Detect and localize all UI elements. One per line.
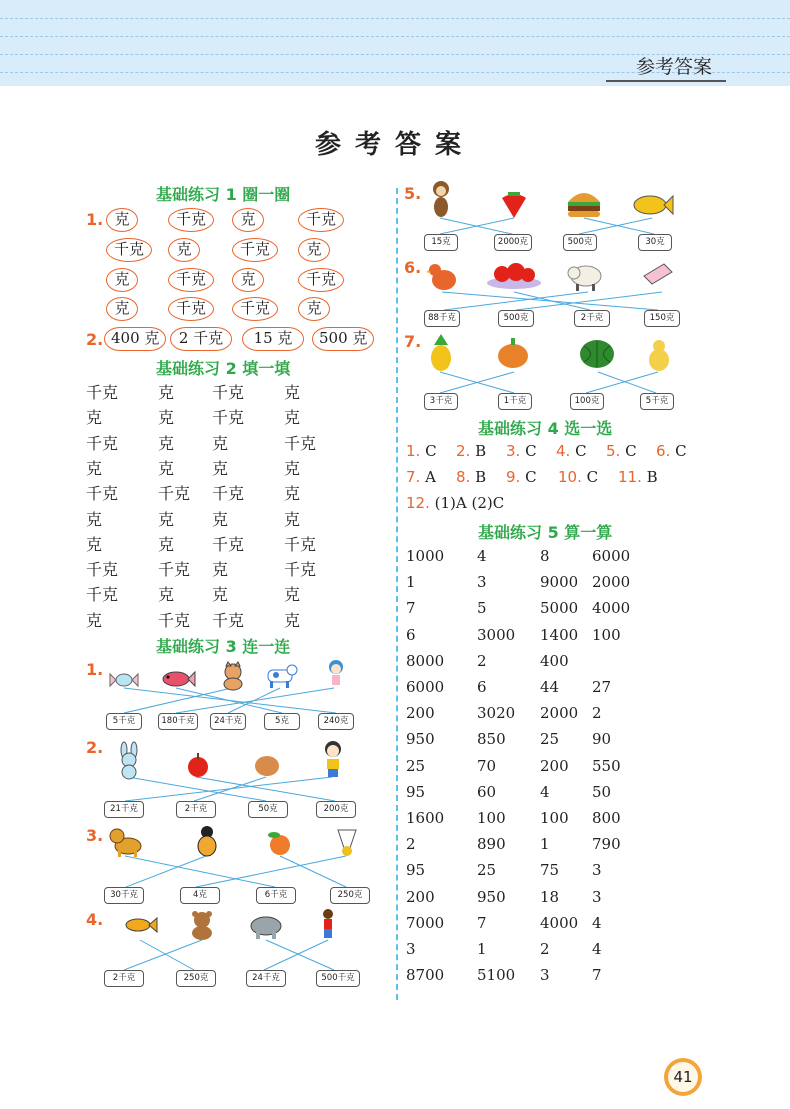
calc-answer: 8 xyxy=(540,547,550,565)
calc-answer: 25 xyxy=(540,730,560,749)
circled-answer: 400 克 xyxy=(104,327,166,351)
calc-answer: 200 xyxy=(406,704,435,723)
calc-answer: 5 xyxy=(477,599,487,618)
question-number: 1. xyxy=(86,210,104,229)
calc-answer: 6000 xyxy=(406,678,445,696)
weight-label-box: 200克 xyxy=(316,801,356,818)
page-title: 参考答案 xyxy=(314,130,475,160)
cat-picture xyxy=(218,662,248,690)
choice-number: 11. xyxy=(618,468,647,486)
choice-answer xyxy=(406,442,437,460)
fill-answer: 克 xyxy=(284,585,301,605)
fill-answer: 千克 xyxy=(86,585,119,605)
weight-label-box: 30千克 xyxy=(104,887,144,904)
chicken-picture xyxy=(426,260,458,292)
fill-answer: 克 xyxy=(212,585,229,605)
pineapple-picture xyxy=(428,334,454,372)
child-running-picture xyxy=(316,908,340,940)
calc-answer: 3 xyxy=(592,861,602,880)
section-title-1: 基础练习 1 圈一圈 xyxy=(156,185,291,204)
bear-picture xyxy=(188,910,216,940)
peach-picture xyxy=(266,830,294,858)
fill-answer: 千克 xyxy=(212,383,245,402)
circled-answer: 克 xyxy=(232,268,264,292)
fill-answer: 克 xyxy=(284,610,301,630)
choice-letter: A xyxy=(425,468,436,486)
calc-answer: 7000 xyxy=(406,913,445,932)
choice-answer xyxy=(406,494,504,512)
circled-answer: 千克 xyxy=(168,297,214,321)
calc-answer: 3020 xyxy=(477,704,516,723)
choice-answer xyxy=(606,442,637,460)
section-title-2: 基础练习 2 填一填 xyxy=(156,359,291,378)
calc-answer: 4 xyxy=(540,782,550,801)
fill-answer: 克 xyxy=(158,433,175,453)
calc-answer: 2 xyxy=(540,940,550,958)
calc-answer: 4 xyxy=(592,940,602,958)
calc-answer: 4 xyxy=(477,547,487,565)
fill-answer: 克 xyxy=(158,534,175,554)
fill-answer: 克 xyxy=(284,408,301,428)
weight-label-box: 2千克 xyxy=(104,970,144,987)
apple-picture xyxy=(184,752,212,778)
weight-label-box: 5千克 xyxy=(106,713,142,730)
calc-answer: 3 xyxy=(406,940,416,958)
fill-answer: 克 xyxy=(158,509,175,529)
choice-letter: C xyxy=(525,442,537,460)
fill-answer: 克 xyxy=(86,408,103,428)
fill-answer: 克 xyxy=(158,383,175,402)
calc-answer: 1400 xyxy=(540,625,579,644)
circled-answer: 15 克 xyxy=(242,327,304,351)
choice-answer xyxy=(456,468,486,486)
hamburger-picture xyxy=(566,188,602,220)
calc-answer: 2 xyxy=(406,835,416,854)
fill-answer: 千克 xyxy=(284,560,317,580)
circled-answer: 千克 xyxy=(232,297,278,321)
fill-answer: 克 xyxy=(212,433,229,453)
weight-label-box: 180千克 xyxy=(158,713,198,730)
calc-answer: 5100 xyxy=(477,966,516,985)
fill-answer: 千克 xyxy=(86,484,119,504)
calc-answer: 790 xyxy=(592,835,621,854)
calc-answer: 3 xyxy=(477,573,487,592)
question-number: 1. xyxy=(86,660,104,679)
monkey-picture xyxy=(426,180,456,220)
calc-answer: 27 xyxy=(592,678,612,696)
shuttlecock-picture xyxy=(334,828,360,858)
calc-answer: 200 xyxy=(406,887,435,906)
weight-label-box: 21千克 xyxy=(104,801,144,818)
calc-answer: 50 xyxy=(592,782,612,801)
circled-answer: 克 xyxy=(168,238,200,262)
section-title-4: 基础练习 4 选一选 xyxy=(478,419,613,438)
circled-answer: 500 克 xyxy=(312,327,374,351)
weight-label-box: 30克 xyxy=(638,234,672,251)
calc-answer: 60 xyxy=(477,782,497,801)
weight-label-box: 250克 xyxy=(176,970,216,987)
weight-label-box: 3千克 xyxy=(424,393,458,410)
question-number: 4. xyxy=(86,910,104,929)
fill-answer: 千克 xyxy=(212,610,245,630)
calc-answer: 3 xyxy=(540,966,550,985)
calc-answer: 950 xyxy=(477,887,506,906)
choice-letter: B xyxy=(475,442,487,460)
boy-picture xyxy=(320,740,346,778)
calc-answer: 550 xyxy=(592,756,621,775)
weight-label-box: 250克 xyxy=(330,887,370,904)
choice-answer xyxy=(406,468,436,486)
fill-answer: 千克 xyxy=(86,560,119,580)
calc-answer: 7 xyxy=(592,966,602,985)
fill-answer: 千克 xyxy=(212,484,245,504)
question-number: 2. xyxy=(86,738,104,757)
page-number: 41 xyxy=(668,1062,698,1092)
fill-answer: 克 xyxy=(212,560,229,580)
circled-answer: 克 xyxy=(298,297,330,321)
weight-label-box: 50克 xyxy=(248,801,288,818)
candy-picture xyxy=(108,670,140,690)
calc-answer: 9000 xyxy=(540,573,579,592)
weight-label-box: 2000克 xyxy=(494,234,532,251)
calc-answer: 5000 xyxy=(540,599,579,618)
choice-answer xyxy=(556,442,587,460)
circled-answer: 千克 xyxy=(232,238,278,262)
calc-answer: 3000 xyxy=(477,625,516,644)
circled-answer: 千克 xyxy=(168,208,214,232)
calc-answer: 95 xyxy=(406,861,426,880)
calc-answer: 95 xyxy=(406,782,426,801)
fill-answer: 克 xyxy=(86,509,103,529)
fish-picture xyxy=(160,668,196,690)
calc-answer: 6000 xyxy=(592,547,631,565)
choice-answer xyxy=(506,468,537,486)
strawberry-picture xyxy=(500,188,528,220)
fill-answer: 千克 xyxy=(284,534,317,554)
calc-answer: 2000 xyxy=(540,704,579,723)
fill-answer: 克 xyxy=(284,484,301,504)
choice-letter: C xyxy=(675,442,687,460)
fill-answer: 克 xyxy=(86,458,103,478)
cow-picture xyxy=(264,662,298,690)
weight-label-box: 15克 xyxy=(424,234,458,251)
pear-picture xyxy=(646,336,672,372)
question-number: 3. xyxy=(86,826,104,845)
section-title-3: 基础练习 3 连一连 xyxy=(156,637,291,656)
weight-label-box: 150克 xyxy=(644,310,680,327)
calc-answer: 100 xyxy=(540,809,569,827)
fill-answer: 克 xyxy=(284,509,301,529)
weight-label-box: 4克 xyxy=(180,887,220,904)
calc-answer: 6 xyxy=(477,678,487,696)
fill-answer: 千克 xyxy=(158,610,191,630)
choice-letter: C xyxy=(425,442,437,460)
choice-number: 9. xyxy=(506,468,526,486)
choice-answer xyxy=(558,468,598,486)
eraser-picture xyxy=(642,262,674,288)
circled-answer: 千克 xyxy=(298,268,344,292)
calc-answer: 2000 xyxy=(592,573,631,592)
choice-letter: C xyxy=(525,468,537,486)
fill-answer: 千克 xyxy=(212,408,245,428)
egg-picture xyxy=(252,754,282,778)
calc-answer: 8700 xyxy=(406,966,445,985)
calc-answer: 1 xyxy=(406,573,416,592)
choice-number: 2. xyxy=(456,442,476,460)
weight-label-box: 5克 xyxy=(264,713,300,730)
fill-answer: 克 xyxy=(158,585,175,605)
circled-answer: 克 xyxy=(232,208,264,232)
weight-label-box: 6千克 xyxy=(256,887,296,904)
circled-answer: 千克 xyxy=(168,268,214,292)
fill-answer: 千克 xyxy=(158,484,191,504)
calc-answer: 2 xyxy=(477,651,487,670)
choice-letter: C xyxy=(575,442,587,460)
calc-answer: 7 xyxy=(477,913,487,932)
calc-answer: 890 xyxy=(477,835,506,854)
question-number: 5. xyxy=(404,184,422,203)
choice-number: 3. xyxy=(506,442,526,460)
choice-number: 1. xyxy=(406,442,426,460)
fill-answer: 千克 xyxy=(158,560,191,580)
calc-answer: 4 xyxy=(592,913,602,932)
choice-number: 12. xyxy=(406,494,435,512)
weight-label-box: 24千克 xyxy=(210,713,246,730)
question-number: 6. xyxy=(404,258,422,277)
weight-label-box: 2千克 xyxy=(574,310,610,327)
circled-answer: 克 xyxy=(106,297,138,321)
fill-answer: 克 xyxy=(284,458,301,478)
calc-answer: 44 xyxy=(540,678,560,696)
weight-label-box: 100克 xyxy=(570,393,604,410)
circled-answer: 2 千克 xyxy=(170,327,232,351)
question-number: 7. xyxy=(404,332,422,351)
fill-answer: 克 xyxy=(158,408,175,428)
choice-number: 10. xyxy=(558,468,587,486)
fill-answer: 克 xyxy=(212,509,229,529)
watermelon-picture xyxy=(578,338,616,370)
fill-answer: 千克 xyxy=(86,383,119,402)
circled-answer: 克 xyxy=(106,268,138,292)
choice-answer xyxy=(618,468,658,486)
calc-answer: 25 xyxy=(477,861,497,880)
weight-label-box: 1千克 xyxy=(498,393,532,410)
choice-number: 5. xyxy=(606,442,626,460)
calc-answer: 25 xyxy=(406,756,426,775)
calc-answer: 90 xyxy=(592,730,612,749)
circled-answer: 克 xyxy=(298,238,330,262)
weight-label-box: 5千克 xyxy=(640,393,674,410)
cat-black-picture xyxy=(194,824,220,858)
calc-answer: 18 xyxy=(540,887,560,906)
circled-answer: 千克 xyxy=(106,238,152,262)
fill-answer: 克 xyxy=(212,458,229,478)
calc-answer: 950 xyxy=(406,730,435,749)
weight-label-box: 500千克 xyxy=(316,970,360,987)
calc-answer: 1 xyxy=(477,940,487,958)
calc-answer: 6 xyxy=(406,625,416,644)
calc-answer: 8000 xyxy=(406,651,445,670)
calc-answer: 100 xyxy=(477,809,506,827)
weight-label-box: 88千克 xyxy=(424,310,460,327)
calc-answer: 1 xyxy=(540,835,550,854)
fill-answer: 克 xyxy=(158,458,175,478)
circled-answer: 克 xyxy=(106,208,138,232)
fill-answer: 克 xyxy=(86,610,103,630)
weight-label-box: 240克 xyxy=(318,713,354,730)
calc-answer: 7 xyxy=(406,599,416,618)
choice-letter: (1)A (2)C xyxy=(434,494,505,512)
choice-letter: C xyxy=(586,468,599,486)
choice-number: 6. xyxy=(656,442,676,460)
weight-label-box: 24千克 xyxy=(246,970,286,987)
calc-answer: 400 xyxy=(540,651,569,670)
fill-answer: 千克 xyxy=(212,534,245,554)
calc-answer: 3 xyxy=(592,887,602,906)
choice-letter: C xyxy=(625,442,637,460)
fill-answer: 克 xyxy=(284,383,301,402)
circled-answer: 千克 xyxy=(298,208,344,232)
weight-label-box: 500克 xyxy=(498,310,534,327)
dog-picture xyxy=(108,826,144,858)
calc-answer: 4000 xyxy=(592,599,631,618)
weight-label-box: 2千克 xyxy=(176,801,216,818)
calc-answer: 2 xyxy=(592,704,602,723)
calc-answer: 1000 xyxy=(406,547,445,565)
calc-answer: 70 xyxy=(477,756,497,775)
sheep-picture xyxy=(566,262,606,292)
choice-number: 8. xyxy=(456,468,476,486)
choice-letter: B xyxy=(475,468,487,486)
rabbit-picture xyxy=(114,742,144,780)
calc-answer: 100 xyxy=(592,625,621,644)
tomatoes-picture xyxy=(486,258,542,290)
fish-yellow-picture xyxy=(122,914,158,936)
section-title-5: 基础练习 5 算一算 xyxy=(478,523,613,542)
calc-answer: 850 xyxy=(477,730,506,749)
girl-picture xyxy=(324,658,348,690)
question-number: 2. xyxy=(86,330,104,349)
header-label: 参考答案 xyxy=(635,56,712,78)
calc-answer: 75 xyxy=(540,861,560,880)
choice-letter: B xyxy=(646,468,658,486)
choice-answer xyxy=(506,442,537,460)
rhino-picture xyxy=(248,912,284,940)
calc-answer: 800 xyxy=(592,809,621,827)
weight-label-box: 500克 xyxy=(563,234,597,251)
choice-number: 4. xyxy=(556,442,576,460)
calc-answer: 4000 xyxy=(540,913,579,932)
fill-answer: 千克 xyxy=(284,433,317,453)
pumpkin-picture xyxy=(496,336,530,370)
calc-answer: 200 xyxy=(540,756,569,775)
choice-answer xyxy=(456,442,486,460)
fill-answer: 克 xyxy=(86,534,103,554)
fill-answer: 千克 xyxy=(86,433,119,453)
goldfish-picture xyxy=(632,192,674,218)
choice-answer xyxy=(656,442,687,460)
calc-answer: 1600 xyxy=(406,809,445,827)
choice-number: 7. xyxy=(406,468,426,486)
